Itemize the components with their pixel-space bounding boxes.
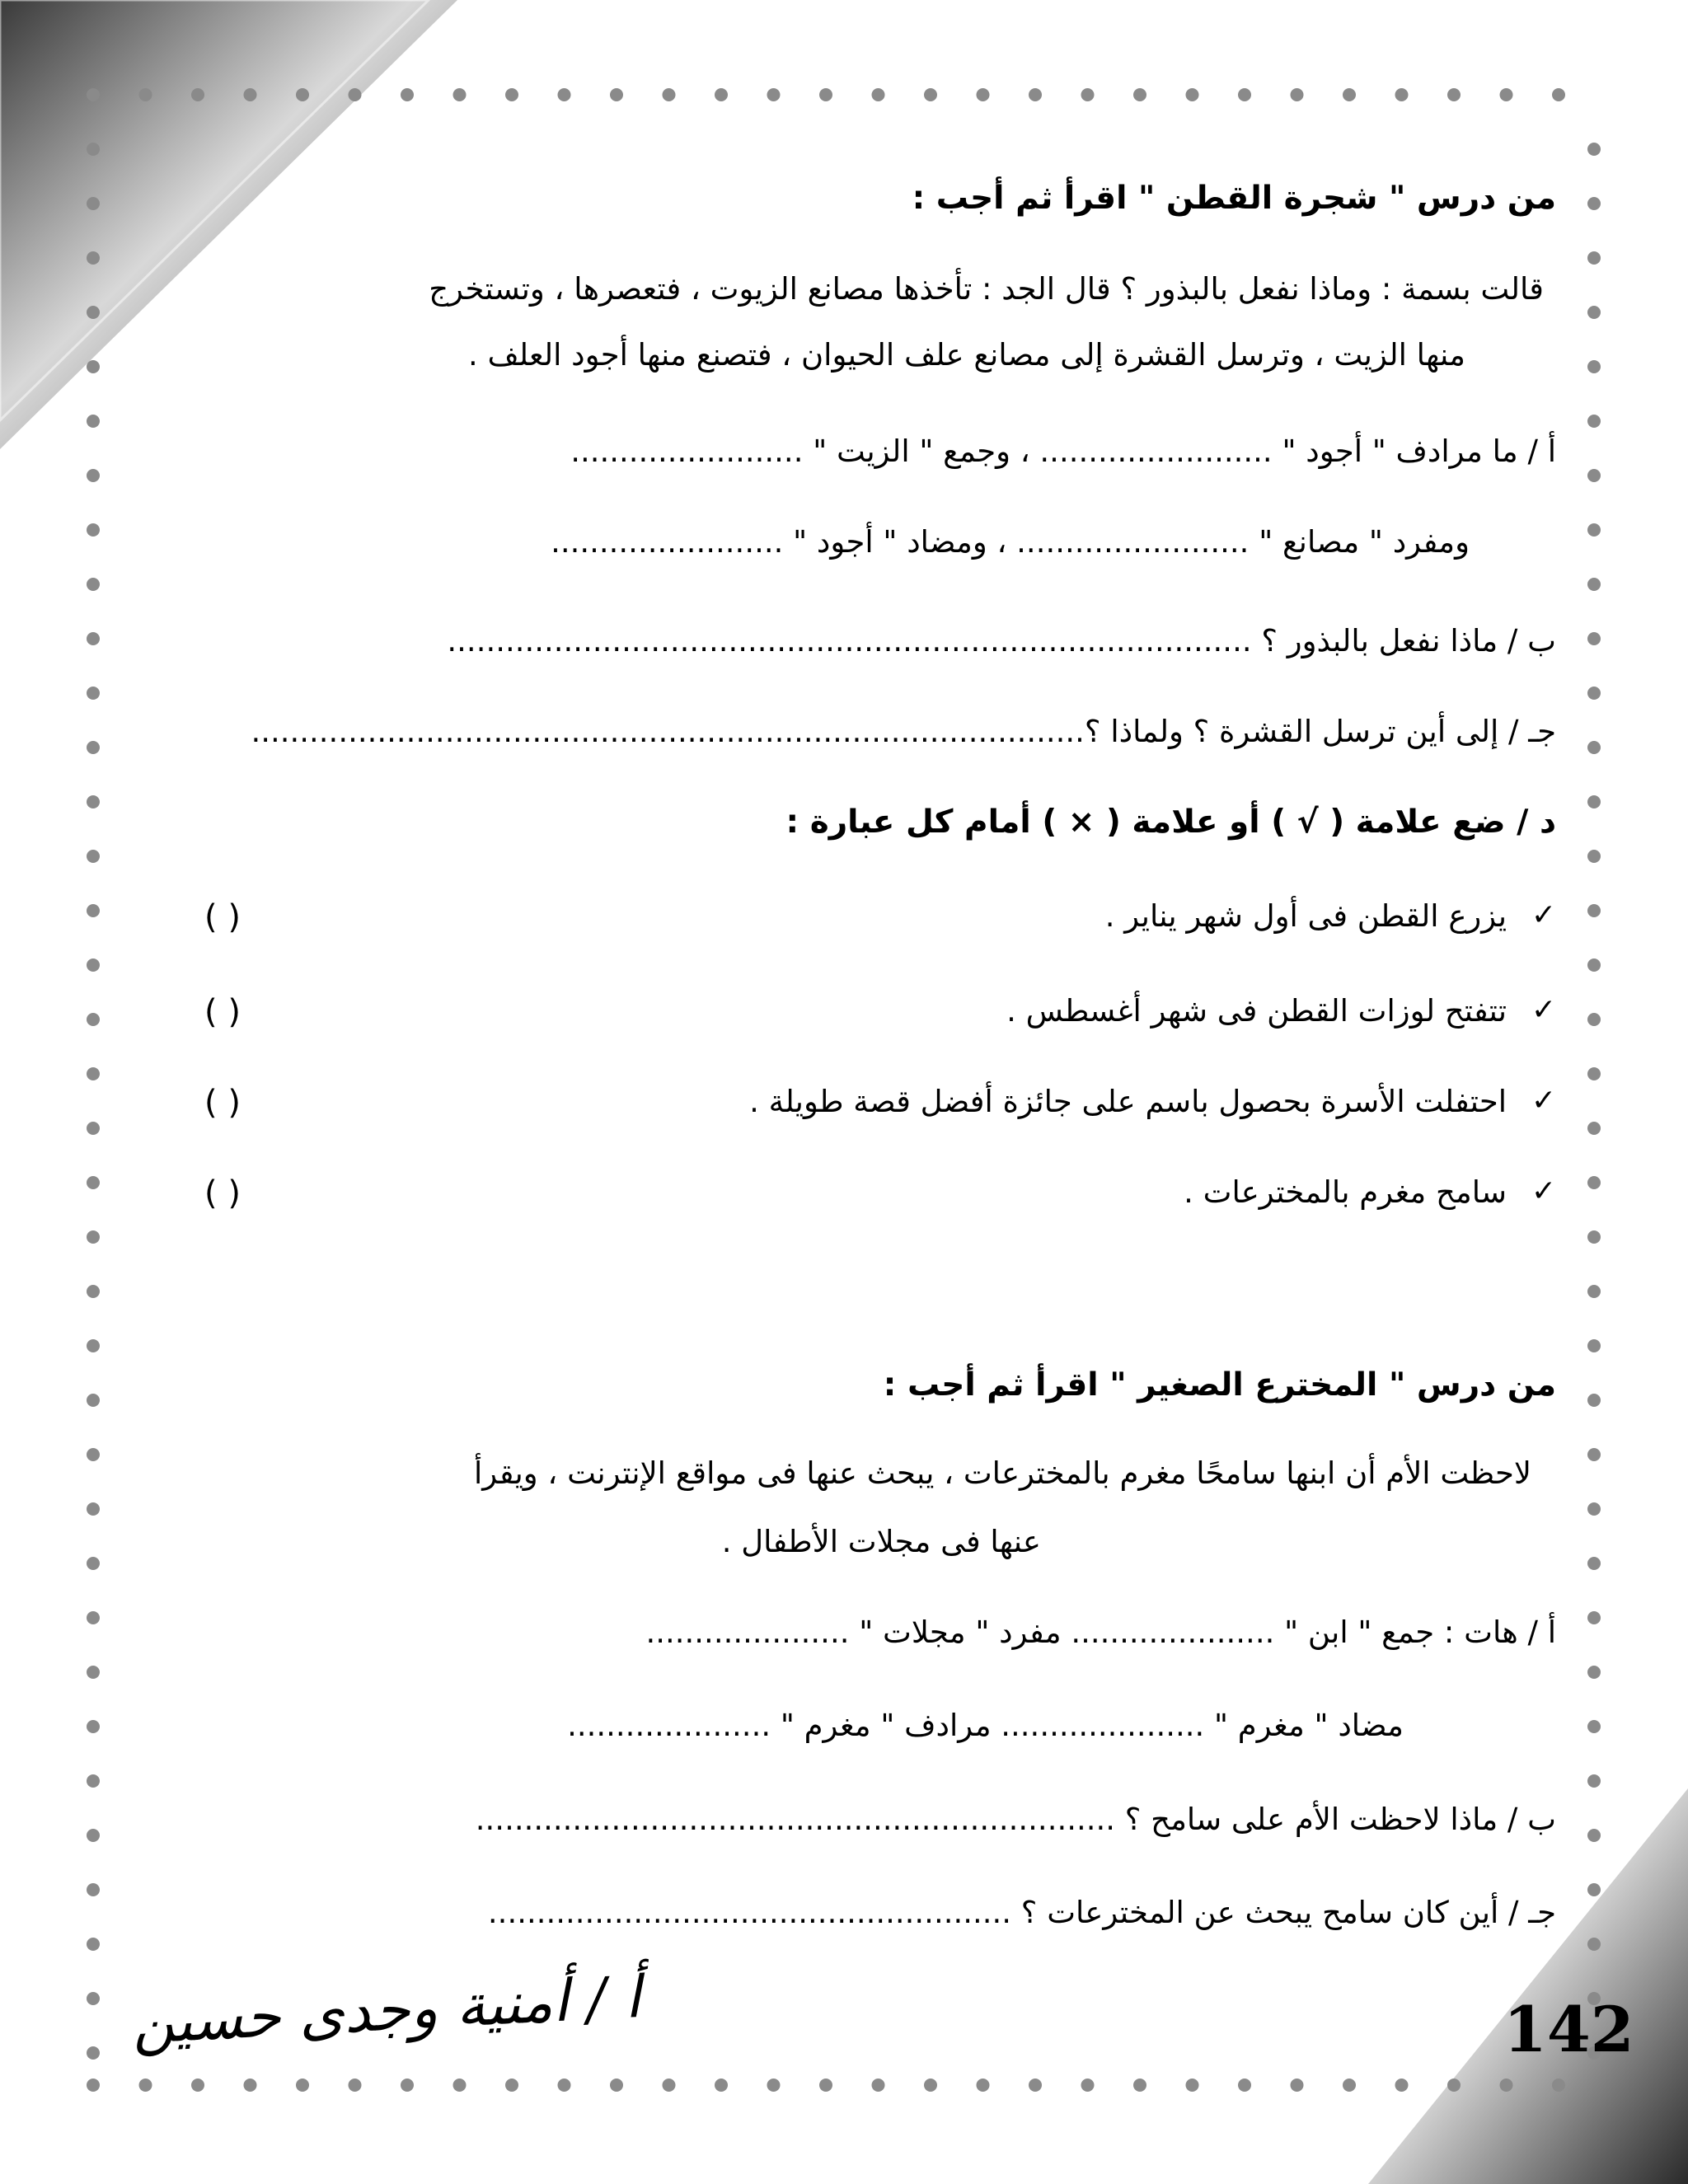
answer-parentheses: ( ): [204, 1174, 241, 1212]
answer-parentheses: ( ): [204, 993, 241, 1031]
section1-question-d: د / ضع علامة ( √ ) أو علامة ( × ) أمام كل عبارة :: [785, 804, 1556, 841]
section1-passage-line2: منها الزيت ، وترسل القشرة إلى مصانع علف الحيوان ، فتصنع منها أجود العلف .: [467, 337, 1465, 373]
statement-text: تتفتح لوزات القطن فى شهر أغسطس .: [1006, 993, 1507, 1029]
true-false-statement: [138, 898, 1556, 948]
section1-question-b: ب / ماذا نفعل بالبذور ؟ ...................................................................................: [447, 623, 1556, 658]
statement-text: يزرع القطن فى أول شهر يناير .: [1104, 898, 1507, 934]
section2-question-a-line2: مضاد " مغرم " ..................... مرادف " مغرم " .....................: [567, 1708, 1404, 1743]
section2-passage-line1: لاحظت الأم أن ابنها سامحًا مغرم بالمخترعات ، يبحث عنها فى مواقع الإنترنت ، ويقرأ: [474, 1455, 1531, 1491]
check-icon: ✓: [1531, 1084, 1556, 1118]
statement-text: احتفلت الأسرة بحصول باسم على جائزة أفضل قصة طويلة .: [749, 1084, 1507, 1119]
statement-text: سامح مغرم بالمخترعات .: [1184, 1174, 1507, 1210]
answer-parentheses: ( ): [204, 1084, 241, 1122]
section2-passage-line2: عنها فى مجلات الأطفال .: [721, 1524, 1041, 1559]
check-icon: ✓: [1531, 1174, 1556, 1208]
check-icon: ✓: [1531, 898, 1556, 932]
section1-question-a-line1: أ / ما مرادف " أجود " ........................ ، وجمع " الزيت " ........................: [570, 434, 1556, 469]
true-false-statement: [138, 993, 1556, 1043]
section1-question-c: جـ / إلى أين ترسل القشرة ؟ ولماذا ؟......................................................................................: [251, 714, 1556, 749]
teacher-signature: أ / أمنية وجدى حسين: [130, 1962, 643, 2058]
check-icon: ✓: [1531, 993, 1556, 1027]
answer-parentheses: ( ): [204, 898, 241, 936]
true-false-statement: [138, 1174, 1556, 1224]
section1-question-a-line2: ومفرد " مصانع " ........................ ، ومضاد " أجود " ........................: [551, 524, 1470, 560]
section2-question-a-line1: أ / هات : جمع " ابن " ..................... مفرد " مجلات " .....................: [645, 1615, 1556, 1650]
true-false-statement: [138, 1084, 1556, 1133]
section1-heading: من درس " شجرة القطن " اقرأ ثم أجب :: [912, 180, 1556, 217]
page-number: 142: [1503, 1993, 1634, 2066]
section2-heading: من درس " المخترع الصغير " اقرأ ثم أجب :: [883, 1366, 1556, 1404]
section2-question-c: جـ / أين كان سامح يبحث عن المخترعات ؟ ......................................................: [487, 1895, 1556, 1930]
section2-question-b: ب / ماذا لاحظت الأم على سامح ؟ ..................................................................: [475, 1802, 1556, 1837]
section1-passage-line1: قالت بسمة : وماذا نفعل بالبذور ؟ قال الجد : تأخذها مصانع الزيوت ، فتعصرها ، وتستخرج: [429, 271, 1544, 307]
